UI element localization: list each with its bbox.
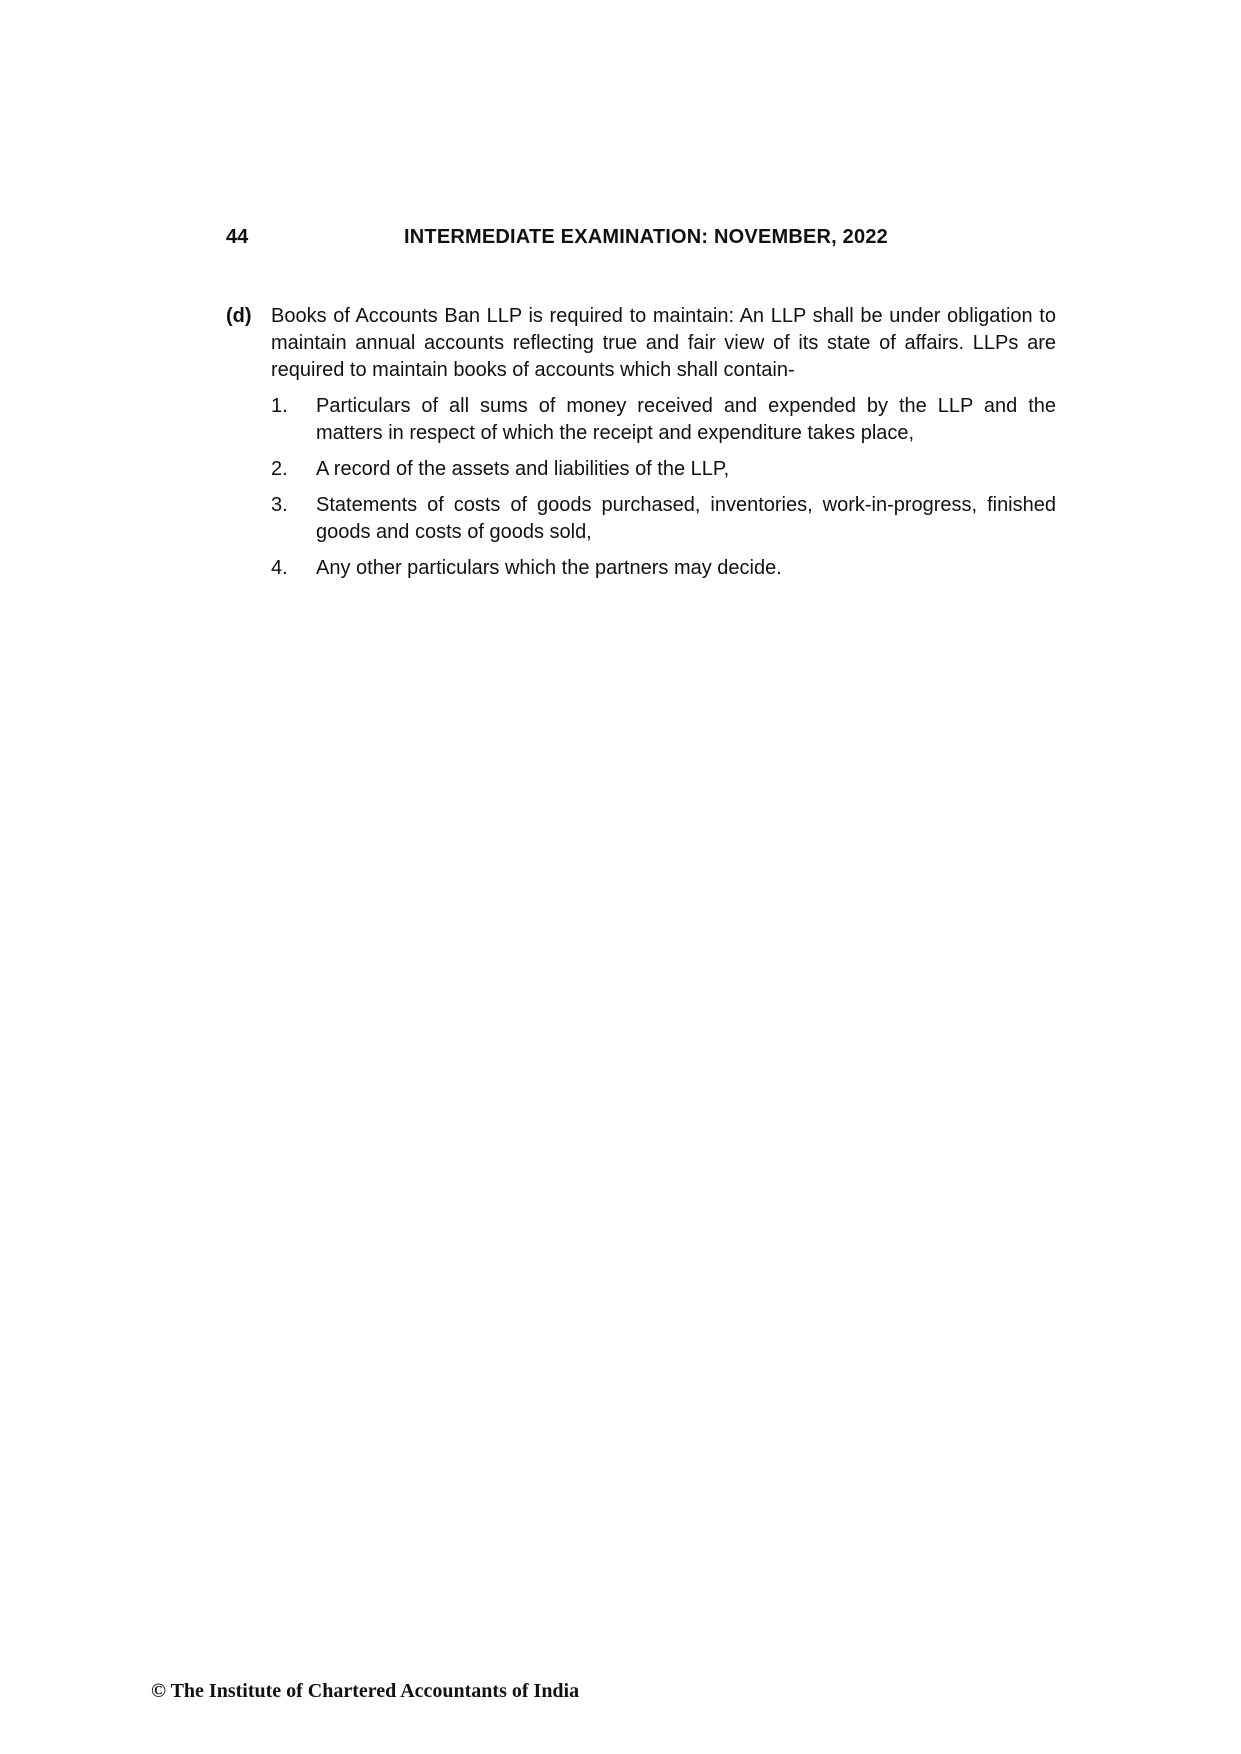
list-item-number: 1. (271, 395, 288, 417)
copyright-footer: © The Institute of Chartered Accountants of India (151, 1680, 580, 1702)
list-item-text: Statements of costs of goods purchased, inventories, work-in-progress, finished goods and costs of goods sold, (316, 494, 1056, 543)
section-intro-row (226, 303, 1056, 384)
list-item (271, 555, 1056, 582)
list-item-text: Any other particulars which the partners may decide. (316, 557, 782, 579)
list-item-number: 2. (271, 458, 288, 480)
list-item-text: A record of the assets and liabilities of the LLP, (316, 458, 730, 480)
requirements-list (271, 393, 1056, 582)
exam-title: INTERMEDIATE EXAMINATION: NOVEMBER, 2022 (404, 226, 888, 248)
list-item-number: 4. (271, 557, 288, 579)
list-item (271, 492, 1056, 546)
list-item-number: 3. (271, 494, 288, 516)
section-intro-text: Books of Accounts Ban LLP is required to maintain: An LLP shall be under obligation to maintain annual accounts reflecting true and fair view of its state of affairs. LLPs are required to maintain books of accounts which shall contain- (271, 305, 1056, 381)
list-item-text: Particulars of all sums of money received and expended by the LLP and the matters in respect of which the receipt and expenditure takes place, (316, 395, 1056, 444)
page-header (226, 226, 1056, 254)
list-item (271, 393, 1056, 447)
page-number: 44 (226, 226, 249, 248)
section-label: (d) (226, 305, 252, 327)
answer-section-d (226, 303, 1056, 591)
list-item (271, 456, 1056, 483)
